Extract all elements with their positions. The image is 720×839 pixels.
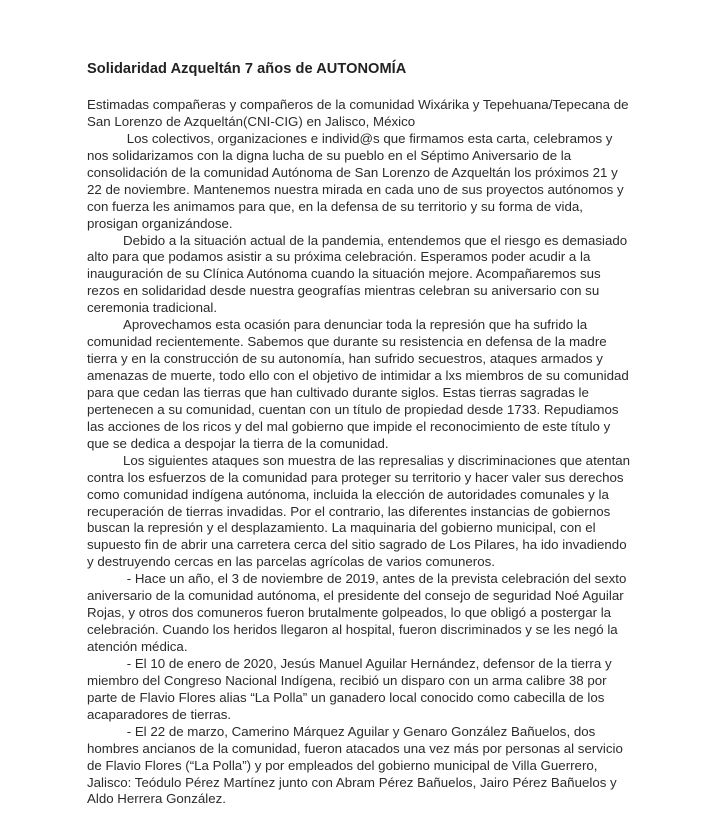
text-line: las acciones de los ricos y del mal gobierno que impide el reconocimiento de este título y xyxy=(87,418,611,434)
text-line: recuperación de tierras invadidas. Por el contrario, las diferentes instancias de gobiernos xyxy=(87,503,611,519)
text-line: nos solidarizamos con la digna lucha de su pueblo en el Séptimo Aniversario de la xyxy=(87,147,572,163)
paragraph-intro xyxy=(87,131,647,233)
text-line: contra los esfuerzos de la comunidad para proteger su territorio y hacer valer sus derechos xyxy=(87,469,624,485)
paragraph-repression xyxy=(87,317,647,453)
text-line: buscan la represión y el desplazamiento. La maquinaria del gobierno municipal, con el xyxy=(87,520,596,536)
text-line: - Hace un año, el 3 de noviembre de 2019, antes de la prevista celebración del sexto xyxy=(123,571,627,587)
text-line: rezos en solidaridad desde nuestra geografías mientras celebran su aniversario con su xyxy=(87,283,600,299)
text-line: comunidad recientemente. Sabemos que durante su resistencia en defensa de la madre xyxy=(87,334,607,350)
text-line: con fuerza les animamos para que, en la defensa de su territorio y su forma de vida, xyxy=(87,198,583,214)
text-line: Jalisco: Teódulo Pérez Martínez junto con Abram Pérez Bañuelos, Jairo Pérez Bañuelos y xyxy=(87,774,617,790)
text-line: y destruyendo cercas en las parcelas agrícolas de varios comuneros. xyxy=(87,554,495,570)
paragraph-salutation xyxy=(87,97,647,131)
document-title: Solidaridad Azqueltán 7 años de AUTONOMÍA xyxy=(87,61,407,77)
text-line: hombres ancianos de la comunidad, fueron atacados una vez más por personas al servicio xyxy=(87,740,623,756)
text-line: miembro del Congreso Nacional Indígena, recibió un disparo con un arma calibre 38 por xyxy=(87,672,607,688)
text-line: como comunidad indígena autónoma, incluida la elección de autoridades comunales y la xyxy=(87,486,609,502)
text-line: que se dedica a despojar la tierra de la comunidad. xyxy=(87,435,389,451)
paragraph-pandemic xyxy=(87,233,647,318)
text-line: Los siguientes ataques son muestra de las represalias y discriminaciones que atentan xyxy=(123,452,631,468)
text-line: 22 de noviembre. Mantenemos nuestra mirada en cada uno de sus proyectos autónomos y xyxy=(87,181,624,197)
list-item-march-attack xyxy=(87,724,647,809)
text-line: prosigan organizándose. xyxy=(87,215,233,231)
text-line: amenazas de muerte, todo ello con el objetivo de intimidar a lxs miembros de su comunidad xyxy=(87,368,629,383)
paragraph-attacks xyxy=(87,453,647,572)
text-line: celebración. Cuando los heridos llegaron al hospital, fueron discriminados y se les negó la xyxy=(87,622,618,638)
text-line: San Lorenzo de Azqueltán(CNI-CIG) en Jalisco, México xyxy=(87,113,416,129)
text-line: Aldo Herrera González. xyxy=(87,791,226,807)
text-line: consolidación de la comunidad Autónoma de San Lorenzo de Azqueltán los próximos 21 y xyxy=(87,164,618,180)
text-line: para que cedan las tierras que han cultivado durante siglos. Estas tierras sagradas le xyxy=(87,384,589,400)
text-line: - El 10 de enero de 2020, Jesús Manuel Aguilar Hernández, defensor de la tierra y xyxy=(123,655,612,671)
text-line: supuesto fin de abrir una carretera cerca del sitio sagrado de Los Pilares, ha ido invadiendo xyxy=(87,537,627,553)
text-line: alto para que podamos asistir a su próxima celebración. Esperamos poder acudir a la xyxy=(87,249,591,265)
text-line: de Flavio Flores (“La Polla”) y por empleados del gobierno municipal de Villa Guerrero, xyxy=(87,757,598,773)
text-line: - El 22 de marzo, Camerino Márquez Aguilar y Genaro González Bañuelos, dos xyxy=(123,723,596,739)
text-line: parte de Flavio Flores alias “La Polla” un ganadero local conocido como cabecilla de los xyxy=(87,689,605,705)
list-item-2019-attack xyxy=(87,571,647,656)
text-line: Los colectivos, organizaciones e individ@s que firmamos esta carta, celebramos y xyxy=(123,130,613,146)
text-line: atención médica. xyxy=(87,639,188,654)
list-item-january-2020-attack xyxy=(87,656,647,724)
text-line: inauguración de su Clínica Autónoma cuando la situación mejore. Acompañaremos sus xyxy=(87,266,601,282)
text-line: acaparadores de tierras. xyxy=(87,706,232,722)
text-line: Aprovechamos esta ocasión para denunciar toda la represión que ha sufrido la xyxy=(123,317,588,333)
text-line: Rojas, y otros dos comuneros fueron brutalmente golpeados, lo que obligó a postergar la xyxy=(87,605,612,621)
text-line: Debido a la situación actual de la pandemia, entendemos que el riesgo es demasiado xyxy=(123,232,628,248)
document-body xyxy=(87,97,647,808)
text-line: pertenecen a su comunidad, cuentan con un título de propiedad desde 1733. Repudiamos xyxy=(87,401,619,417)
text-line: aniversario de la comunidad autónoma, el presidente del consejo de seguridad Noé Aguilar xyxy=(87,588,624,604)
text-line: Estimadas compañeras y compañeros de la comunidad Wixárika y Tepehuana/Tepecana de xyxy=(87,97,629,112)
text-line: tierra y en la construcción de su autonomía, han sufrido secuestros, ataques armados y xyxy=(87,351,603,367)
text-line: ceremonia tradicional. xyxy=(87,300,218,316)
